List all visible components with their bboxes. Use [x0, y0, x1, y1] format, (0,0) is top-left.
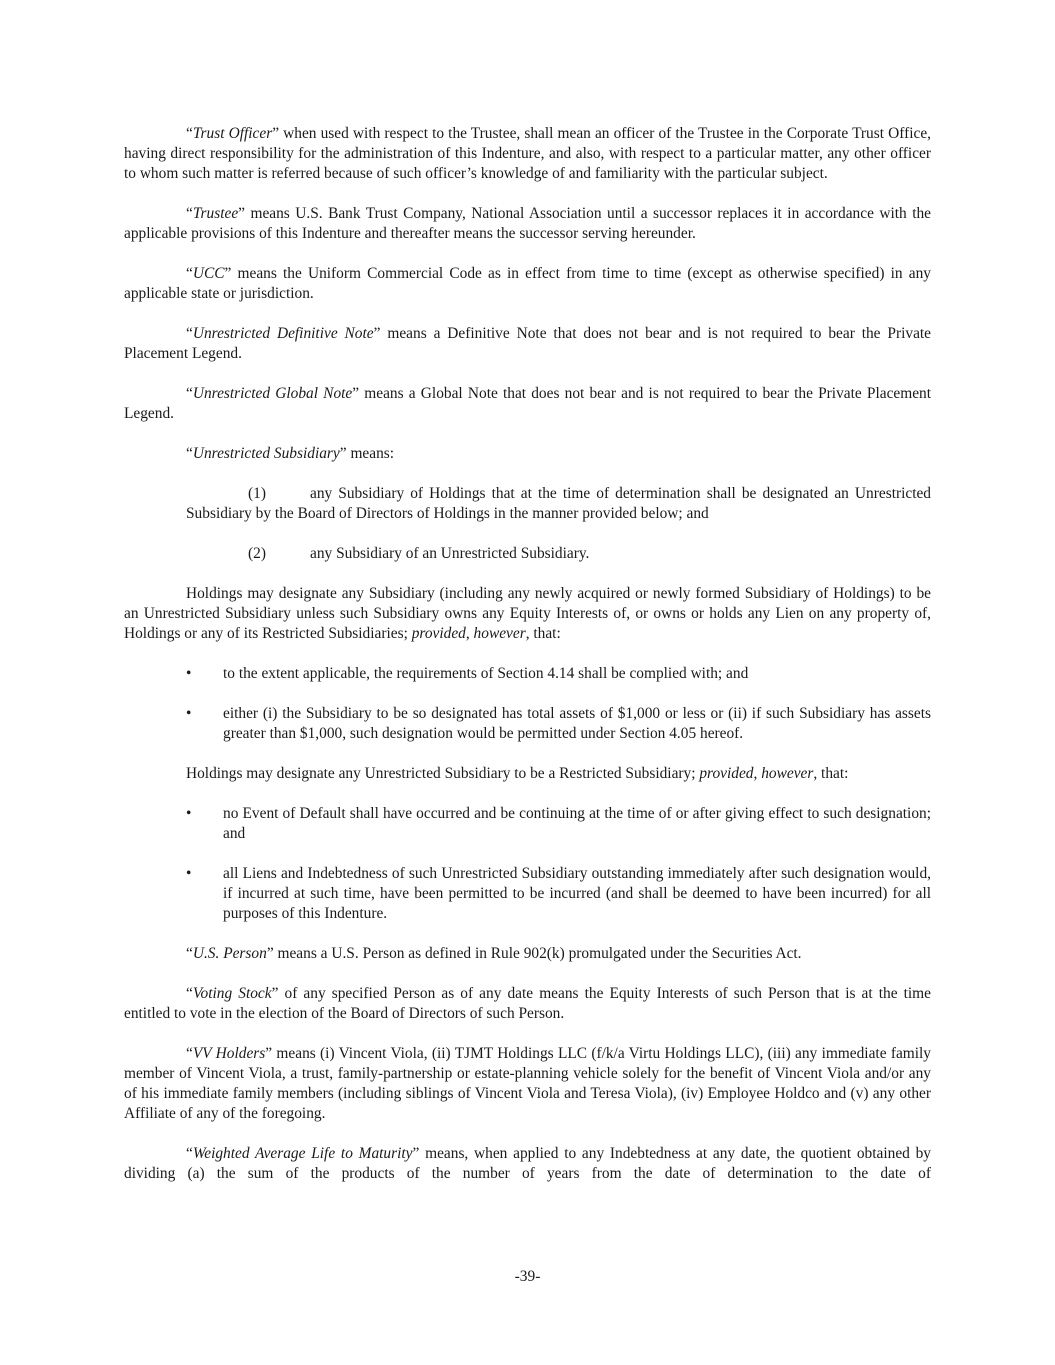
definition-text: when used with respect to the Trustee, shall mean an officer of the Trustee in the Corporate Trust Office, having direct responsibility for the administration of this Indenture, and also, with respect to a particular matter, any other officer to whom such matter is referred because of such officer’s knowledge of and familiarity with the particular subject. — [124, 125, 931, 182]
designation-paragraph: Holdings may designate any Subsidiary (including any newly acquired or newly formed Subsidiary of Holdings) to be an Unrestricted Subsidiary unless such Subsidiary owns any Equity Interests of, or owns or holds any Lien on any property of, Holdings or any of its Restricted Subsidiaries; provided, however, that: — [124, 585, 931, 642]
definition-unrestricted-definitive-note: “Unrestricted Definitive Note” means a Definitive Note that does not bear and is not required to bear the Private Placement Legend. — [124, 325, 932, 362]
defined-term: Trust Officer — [192, 125, 273, 142]
defined-term: VV Holders — [192, 1045, 266, 1062]
defined-term: UCC — [192, 265, 225, 282]
bullet-icon: • — [186, 665, 192, 682]
numbered-item — [186, 544, 931, 564]
definition-text: means a Definitive Note that does not bear and is not required to bear the Private Placement Legend. — [124, 325, 932, 362]
item-text: any Subsidiary of an Unrestricted Subsidiary. — [310, 545, 590, 562]
definition-text: means a U.S. Person as defined in Rule 902(k) promulgated under the Securities Act. — [273, 945, 802, 962]
definition-text: means U.S. Bank Trust Company, National Association until a successor replaces it in accordance with the applicable provisions of this Indenture and thereafter means the successor serving hereunder. — [124, 205, 931, 242]
page-number: -39- — [514, 1268, 541, 1285]
definition-text: means the Uniform Commercial Code as in effect from time to time (except as otherwise specified) in any applicable state or jurisdiction. — [124, 265, 931, 302]
bullet-item — [186, 704, 931, 744]
definition-vv-holders: “VV Holders” means (i) Vincent Viola, (ii) TJMT Holdings LLC (f/k/a Virtu Holdings LLC), (iii) any immediate family member of Vincent Viola, a trust, family-partnership or estate-planning vehicle solely for the benefit of Vincent Viola and/or any of his immediate family members (including siblings of Vincent Viola and Teresa Viola), (iv) Employee Holdco and (v) any other Affiliate of any of the foregoing. — [124, 1045, 932, 1122]
restricted-designation-paragraph: Holdings may designate any Unrestricted Subsidiary to be a Restricted Subsidiary; provided, however, that: — [186, 765, 849, 782]
item-number: (1) — [248, 485, 266, 502]
item-text: any Subsidiary of Holdings that at the time of determination shall be designated an Unrestricted Subsidiary by the Board of Directors of Holdings in the manner provided below; and — [186, 485, 931, 522]
defined-term: Weighted Average Life to Maturity — [192, 1145, 413, 1162]
definition-unrestricted-global-note: “Unrestricted Global Note” means a Global Note that does not bear and is not required to bear the Private Placement Legend. — [124, 385, 931, 422]
definition-text: means, when applied to any Indebtedness at any date, the quotient obtained by dividing (a) the sum of the products of the number of years from the date of determination to the date of — [124, 1145, 931, 1182]
definition-trustee: “Trustee” means U.S. Bank Trust Company, National Association until a successor replaces it in accordance with the applicable provisions of this Indenture and thereafter means the successor serving hereunder. — [124, 205, 931, 242]
document-page — [124, 124, 931, 1204]
defined-term: U.S. Person — [192, 945, 267, 962]
bullet-text: to the extent applicable, the requirements of Section 4.14 shall be complied with; and — [223, 665, 749, 682]
defined-term: Trustee — [192, 205, 239, 222]
definition-text: means a Global Note that does not bear and is not required to bear the Private Placement Legend. — [124, 385, 931, 422]
definition-us-person: “U.S. Person” means a U.S. Person as defined in Rule 902(k) promulgated under the Securities Act. — [186, 945, 802, 962]
definition-weighted-average-life: “Weighted Average Life to Maturity” means, when applied to any Indebtedness at any date, the quotient obtained by dividing (a) the sum of the products of the number of years from the date of determination to the date of — [124, 1145, 931, 1182]
bullet-text: all Liens and Indebtedness of such Unrestricted Subsidiary outstanding immediately after such designation would, if incurred at such time, have been permitted to be incurred (and shall be deemed to have been incurred) for all purposes of this Indenture. — [223, 865, 931, 922]
definition-text: means: — [346, 445, 395, 462]
definition-unrestricted-subsidiary: “Unrestricted Subsidiary” means: — [186, 445, 395, 462]
defined-term: Unrestricted Definitive Note — [192, 325, 374, 342]
defined-term: Unrestricted Subsidiary — [192, 445, 340, 462]
bullet-icon: • — [186, 865, 192, 882]
bullet-icon: • — [186, 705, 192, 722]
bullet-text: no Event of Default shall have occurred and be continuing at the time of or after giving effect to such designation; and — [223, 805, 931, 842]
definition-voting-stock: “Voting Stock” of any specified Person as of any date means the Equity Interests of such Person that is at the time entitled to vote in the election of the Board of Directors of such Person. — [124, 985, 931, 1022]
numbered-item — [186, 484, 931, 524]
definition-text: of any specified Person as of any date means the Equity Interests of such Person that is at the time entitled to vote in the election of the Board of Directors of such Person. — [124, 985, 931, 1022]
defined-term: Unrestricted Global Note — [192, 385, 353, 402]
definition-ucc: “UCC” means the Uniform Commercial Code as in effect from time to time (except as otherwise specified) in any applicable state or jurisdiction. — [124, 265, 931, 302]
definition-trust-officer: “Trust Officer” when used with respect to the Trustee, shall mean an officer of the Trustee in the Corporate Trust Office, having direct responsibility for the administration of this Indenture, and also, with respect to a particular matter, any other officer to whom such matter is referred because of such officer’s knowledge of and familiarity with the particular subject. — [124, 125, 931, 182]
bullet-item — [186, 864, 931, 924]
definition-text: means (i) Vincent Viola, (ii) TJMT Holdings LLC (f/k/a Virtu Holdings LLC), (iii) any immediate family member of Vincent Viola, a trust, family-partnership or estate-planning vehicle solely for the benefit of Vincent Viola and/or any of his immediate family members (including siblings of Vincent Viola and Teresa Viola), (iv) Employee Holdco and (v) any other Affiliate of any of the foregoing. — [124, 1045, 932, 1122]
bullet-icon: • — [186, 805, 192, 822]
item-number: (2) — [248, 545, 266, 562]
bullet-item — [186, 804, 931, 844]
bullet-item — [186, 664, 931, 684]
bullet-text: either (i) the Subsidiary to be so designated has total assets of $1,000 or less or (ii) if such Subsidiary has assets greater than $1,000, such designation would be permitted under Section 4.05 hereof. — [223, 705, 931, 742]
defined-term: Voting Stock — [192, 985, 272, 1002]
